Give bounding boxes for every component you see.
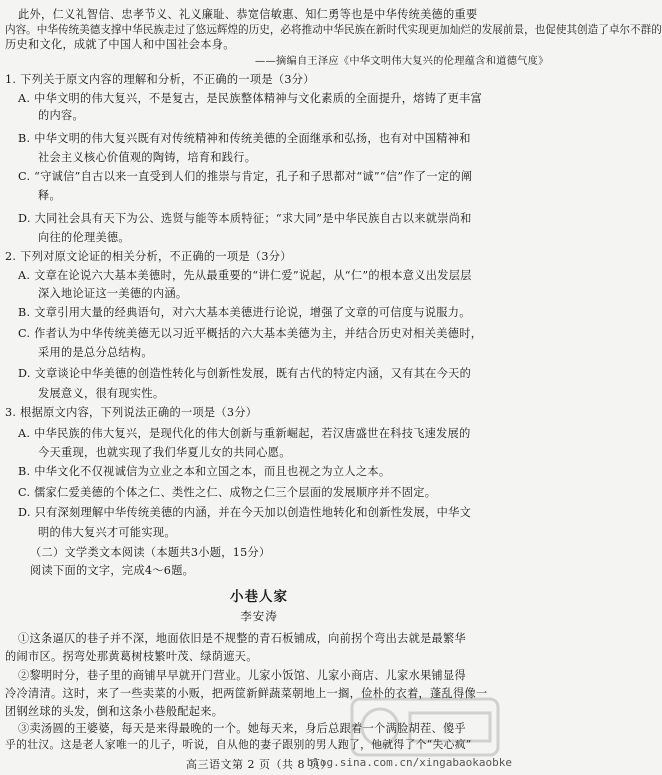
question-stem: 1. 下列关于原文内容的理解和分析，不正确的一项是（3分） [5,73,315,86]
story-title: 小巷人家 [230,589,288,605]
option-a-line: A. 文章在论说六大基本美德时，先从最重要的“讲仁爱”说起，从“仁”的根本意义出发层层 [18,269,472,282]
option-c-line: C. 儒家仁爱美德的个体之仁、类性之仁、成物之仁三个层面的发展顺序并不固定。 [18,486,437,499]
option-a-line: A. 中华民族的伟大复兴，是现代化的伟大创新与重新崛起，若汉唐盛世在科技飞速发展的 [18,427,471,440]
option-d-line: 发展意义，很有现实性。 [38,387,165,400]
story-paragraph-line: ②黎明时分，巷子里的商铺早早就开门营业。儿家小饭馆、儿家小商店、儿家水果铺显得 [18,669,467,682]
option-c-line: 采用的是总分总结构。 [38,346,153,359]
option-b-line: B. 文章引用大量的经典语句，对六大基本美德进行论说，增强了文章的可信度与说服力。 [18,306,471,319]
story-paragraph-line: 团钢丝球的头发，倒和这条小巷般配起来。 [5,705,224,718]
passage-line: 历史和文化，成就了中国人和中国社会本身。 [5,38,235,51]
option-c-line: C. “守诚信”自古以来一直受到人们的推崇与肯定，孔子和子思都对“诚”“信”作了一定的阐 [18,170,473,183]
option-b-line: B. 中华文明的伟大复兴既有对传统精神和传统美德的全面继承和弘扬，也有对中国精神和 [18,132,471,145]
story-paragraph-line: 的闹市区。拐弯处那黄葛树枝繁叶茂、绿荫遮天。 [5,650,258,663]
option-d-line: D. 只有深刻理解中华传统美德的内涵，并在今天加以创造性地转化和创新性发展，中华文 [18,506,472,519]
option-d-line: 向往的伦理美德。 [38,231,130,244]
story-paragraph-line: ③卖汤圆的王婆婆，每天是来得最晚的一个。她每天来，身后总跟着一个满脸胡茬、傻乎 [18,722,467,735]
option-c-line: 释。 [38,189,61,202]
passage-line: 内容。中华传统美德支撑中华民族走过了悠远辉煌的历史，必将推动中华民族在新时代实现更加灿烂的发展前景，也促使其创造了卓尔不群的 [5,24,662,36]
watermark-url: blog.sina.com.cn/xingabaokaobke [306,756,512,769]
excerpt-source: ——摘编自王泽应《中华文明伟大复兴的伦理蕴含和道德气度》 [255,56,549,67]
story-paragraph-line: 乎的壮汉。这是老人家唯一的儿子，听说，自从他的妻子跟别的男人跑了，他就得了个“失心疯” [5,738,472,751]
story-paragraph-line: ①这条逼仄的巷子并不深，地面依旧是不规整的青石板铺成，向前拐个弯出去就是最繁华 [18,632,467,645]
option-d-line: D. 大同社会具有天下为公、选贤与能等本质特征；“求大同”是中华民族自古以来就崇尚和 [18,212,472,225]
option-a-line: A. 中华文明的伟大复兴，不是复古，是民族整体精神与文化素质的全面提升，熔铸了更丰富 [18,92,483,105]
option-c-line: C. 作者认为中华传统美德无以习近平概括的六大基本美德为主，并结合历史对相关美德时， [18,327,483,340]
stamp-logo [350,697,500,757]
instruction: 阅读下面的文字，完成4～6题。 [30,564,195,577]
story-author: 李安涛 [240,609,278,623]
passage-line: 此外，仁义礼智信、忠孝节义、礼义廉耻、恭宽信敏惠、知仁勇等也是中华传统美德的重要 [18,8,478,21]
option-d-line: D. 文章谈论中华美德的创造性转化与创新性发展，既有古代的特定内涵，又有其在今天的 [18,367,472,380]
option-b-line: 社会主义核心价值观的陶铸，培育和践行。 [38,151,257,164]
question-stem: 3. 根据原文内容，下列说法正确的一项是（3分） [5,406,258,419]
option-a-line: 今天重现，也就实现了我们华夏儿女的共同心愿。 [38,446,291,459]
section-header: （二）文学类文本阅读（本题共3小题，15分） [30,546,271,559]
option-d-line: 明的伟大复兴才可能实现。 [38,526,176,539]
question-stem: 2. 下列对原文论证的相关分析，不正确的一项是（3分） [5,250,292,263]
option-a-line: 的内容。 [38,109,84,122]
option-a-line: 深入地论证这一美德的内涵。 [38,287,188,300]
story-paragraph-line: 冷冷清清。这时，来了一些卖菜的小贩，把两筐新鲜蔬菜朝地上一搁，俭朴的衣着，蓬乱得像一 [5,687,488,700]
page-footer: 高三语文第 2 页（共 8 页） [186,758,332,771]
option-b-line: B. 中华文化不仅视诚信为立业之本和立国之本，而且也视之为立人之本。 [18,465,391,478]
